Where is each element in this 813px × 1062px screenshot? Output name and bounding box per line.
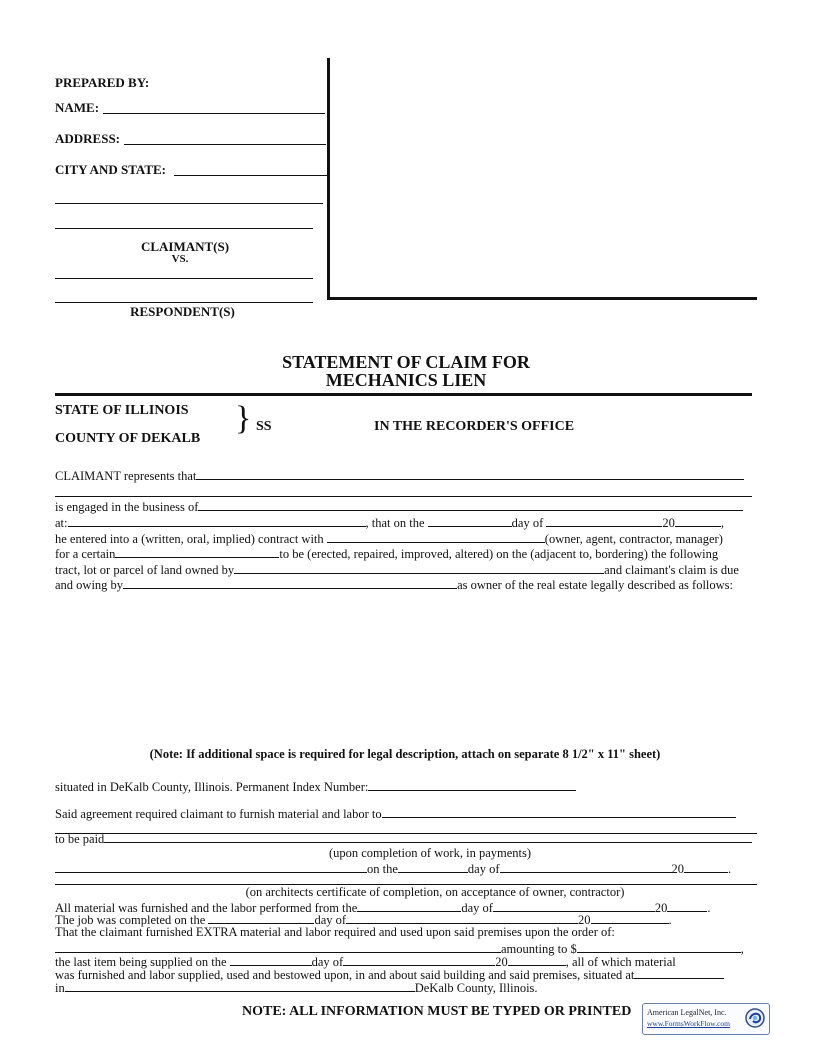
day-of-label: day of (511, 516, 544, 530)
pin-field[interactable] (368, 778, 576, 791)
amount-field[interactable] (577, 940, 741, 953)
in-location-field[interactable] (65, 979, 415, 992)
extra-row (55, 925, 755, 940)
owing-by-label: and owing by (55, 578, 124, 592)
claimant-continuation-line[interactable] (55, 496, 752, 497)
payment-month-field[interactable] (500, 860, 672, 873)
at-row (55, 514, 755, 531)
architects-label: (on architects certificate of completion, on acceptance of owner, contractor) (245, 885, 625, 899)
respondent-name-line-2[interactable] (55, 302, 313, 303)
in-label: in (55, 981, 65, 995)
amounting-label: amounting to $ (501, 942, 577, 956)
recorder-box-left-border (327, 58, 330, 300)
payment-year-label: 20 (671, 862, 684, 876)
last-item-day-of-label: day of (311, 955, 344, 969)
entered-label: he entered into a (written, oral, implied) contract with (55, 532, 324, 546)
agreement-label: Said agreement required claimant to furnish material and labor to (55, 807, 382, 821)
payment-terms-field[interactable] (55, 860, 367, 873)
claimant-name-line[interactable] (55, 228, 313, 229)
engaged-label: is engaged in the business of (55, 500, 199, 514)
last-item-day-field[interactable] (230, 953, 312, 966)
material-year-label: 20 (654, 901, 668, 915)
typed-printed-note: NOTE: ALL INFORMATION MUST BE TYPED OR PRINTED (242, 1004, 632, 1019)
all-material-label: All material was furnished and the labor performed from the (55, 901, 358, 915)
at-location-field[interactable] (68, 514, 366, 527)
period: . (668, 913, 672, 927)
state-label: STATE OF ILLINOIS (55, 403, 189, 418)
legal-description-area[interactable] (55, 598, 755, 738)
recorders-office-label: IN THE RECORDER'S OFFICE (374, 419, 575, 434)
prepared-by-label: PREPARED BY: (55, 75, 150, 90)
contract-year-field[interactable] (675, 514, 721, 527)
owner-agent-label: (owner, agent, contractor, manager) (544, 532, 723, 546)
legal-description-note: (Note: If additional space is required for legal description, attach on separate 8 1/2" x 11" sheet) (149, 747, 661, 761)
to-be-paid-field[interactable] (104, 830, 752, 843)
for-certain-row (55, 545, 755, 562)
completed-day-of-label: day of (314, 913, 347, 927)
payment-day-field[interactable] (398, 860, 468, 873)
period: . (707, 901, 711, 915)
job-completed-label: The job was completed on the (55, 913, 206, 927)
last-item-month-field[interactable] (343, 953, 495, 966)
for-certain-label: for a certain (55, 547, 116, 561)
to-be-paid-label: to be paid (55, 832, 105, 846)
in-county-row (55, 979, 755, 996)
claim-due-label: and claimant's claim is due (604, 563, 739, 577)
business-field[interactable] (198, 498, 743, 511)
material-day-of-label: day of (461, 901, 493, 915)
city-state-field[interactable] (174, 175, 328, 176)
contract-day-field[interactable] (428, 514, 512, 527)
completed-year-field[interactable] (591, 911, 669, 924)
respondent-name-line-1[interactable] (55, 278, 313, 279)
name-label: NAME: (55, 100, 100, 115)
situated-row (55, 778, 755, 795)
vs-label: VS. (171, 253, 189, 265)
comma: , (720, 516, 724, 530)
owing-row (55, 576, 755, 593)
order-of-field[interactable] (55, 940, 501, 953)
logo-url: www.FormsWorkFlow.com (647, 1019, 731, 1028)
claimants-label: CLAIMANT(S) (140, 239, 230, 254)
furnished-supplied-label: was furnished and labor supplied, used and bestowed upon, in and about said building and said premises, situated at (55, 968, 635, 982)
as-owner-label: as owner of the real estate legally described as follows: (457, 578, 734, 592)
that-on-the-label: , that on the (365, 516, 425, 530)
to-be-label: to be (erected, repaired, improved, altered) on the (adjacent to, bordering) the following (279, 547, 719, 561)
year-label: 20 (662, 516, 675, 530)
address-field[interactable] (124, 144, 326, 145)
at-label: at: (55, 516, 68, 530)
claimant-field[interactable] (196, 467, 744, 480)
dekalb-label: DeKalb County, Illinois. (414, 981, 538, 995)
claimant-represents-label: CLAIMANT represents that (55, 469, 197, 483)
tract-label: tract, lot or parcel of land owned by (55, 563, 235, 577)
logo-swirl-icon (744, 1007, 766, 1029)
all-of-which-label: , all of which material (565, 955, 676, 969)
to-be-paid-row (55, 830, 755, 847)
upon-completion-label: (upon completion of work, in payments) (328, 846, 532, 860)
situated-at-field[interactable] (634, 966, 724, 979)
completed-month-field[interactable] (346, 911, 578, 924)
contract-month-field[interactable] (546, 514, 662, 527)
extra-label: That the claimant furnished EXTRA material and labor required and used upon said premises upon the order of: (55, 925, 615, 939)
payment-day-of-label: day of (467, 862, 500, 876)
furnish-field[interactable] (382, 805, 736, 818)
improvement-field[interactable] (115, 545, 279, 558)
county-label: COUNTY OF DEKALB (55, 431, 201, 446)
last-item-label: the last item being supplied on the (55, 955, 227, 969)
comma: , (740, 942, 744, 956)
completed-year-label: 20 (578, 913, 591, 927)
payment-year-field[interactable] (684, 860, 728, 873)
recorder-box-bottom-border (327, 297, 757, 300)
owing-by-field[interactable] (123, 576, 457, 589)
completed-day-field[interactable] (208, 911, 314, 924)
claimant-represents-row (55, 467, 755, 484)
extra-address-line[interactable] (55, 203, 323, 204)
title-rule (55, 393, 752, 396)
land-owner-field[interactable] (234, 561, 604, 574)
period: . (728, 862, 732, 876)
last-item-year-label: 20 (495, 955, 508, 969)
on-the-label: on the (367, 862, 398, 876)
agreement-row (55, 805, 755, 822)
payment-date-row (55, 860, 755, 877)
address-label: ADDRESS: (55, 131, 121, 146)
ss-label: SS (256, 419, 272, 434)
title-line-2: MECHANICS LIEN (325, 370, 487, 390)
contract-with-field[interactable] (327, 530, 545, 543)
logo-company: American LegalNet, Inc. (647, 1008, 727, 1017)
name-field[interactable] (103, 113, 325, 114)
engaged-row (55, 498, 755, 515)
venue-brace: } (235, 400, 252, 437)
situated-label: situated in DeKalb County, Illinois. Permanent Index Number: (55, 780, 369, 794)
american-legalnet-logo (642, 1003, 770, 1035)
last-item-year-field[interactable] (508, 953, 566, 966)
respondents-label: RESPONDENT(S) (130, 304, 235, 319)
city-state-label: CITY AND STATE: (55, 162, 167, 177)
title-line-1: STATEMENT OF CLAIM FOR (282, 352, 530, 372)
